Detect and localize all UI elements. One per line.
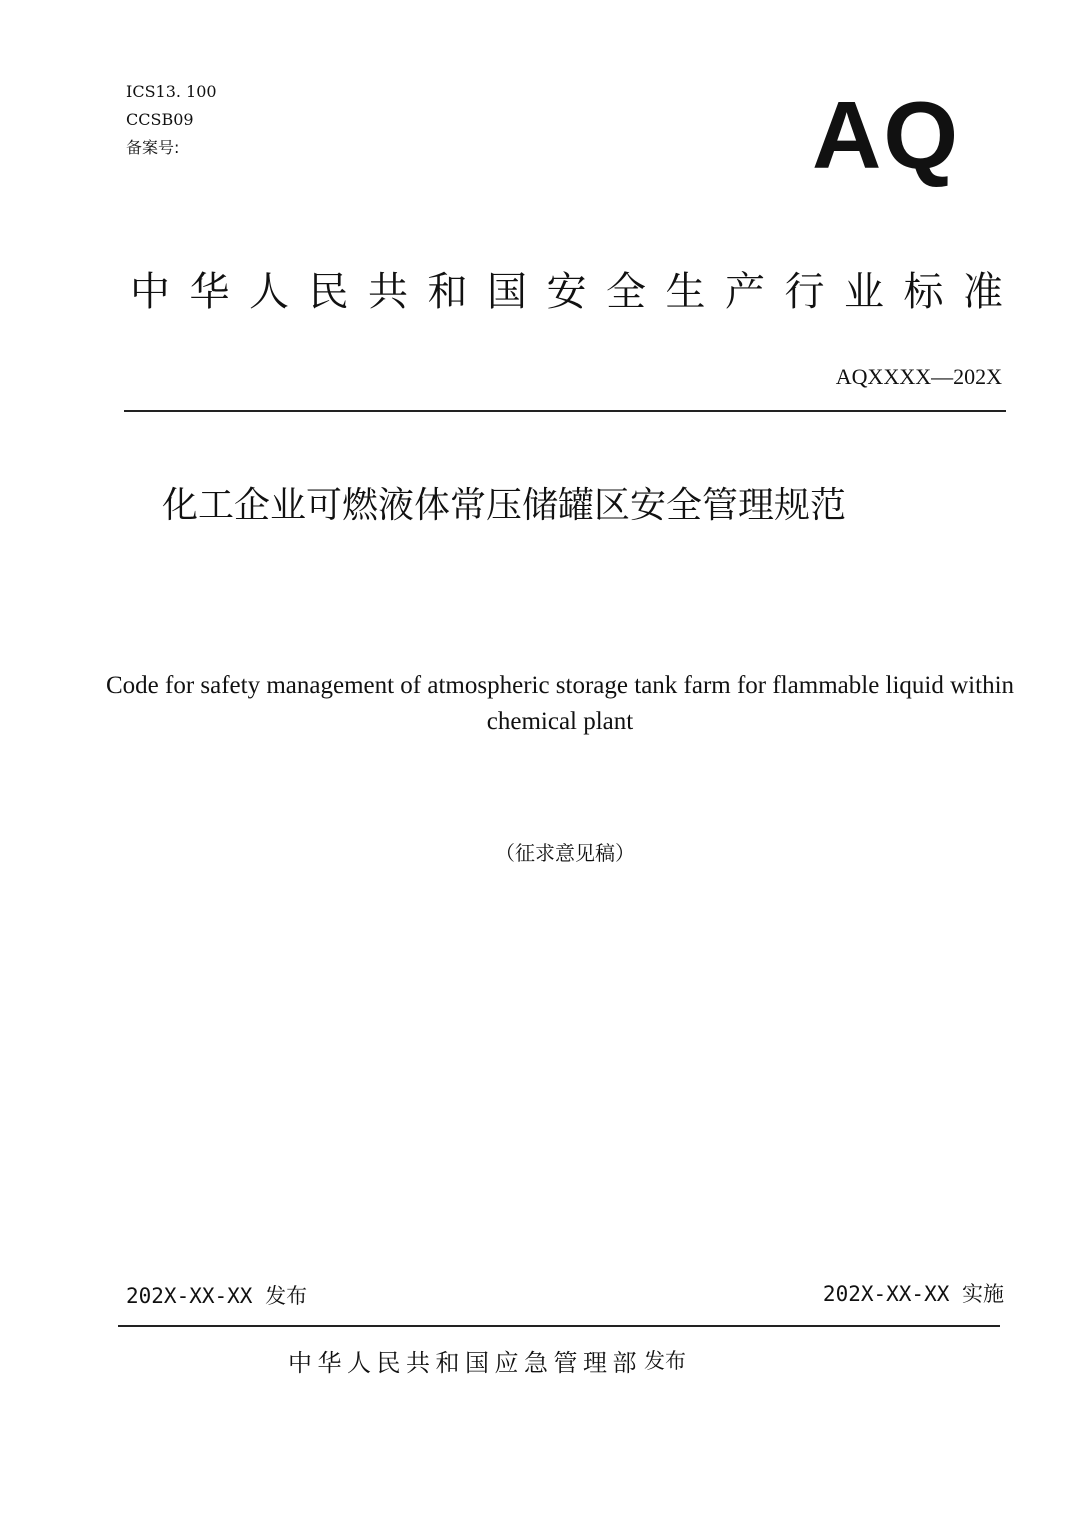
issue-date: 202X-XX-XX 发布 [126,1284,308,1308]
ics-code: ICS13. 100 [126,82,217,101]
standard-number: AQXXXX—202X [835,364,1002,389]
record-number-label: 备案号: [126,138,180,157]
publisher-name: 中华人民共和国应急管理部 [288,1349,642,1377]
aq-logo: AQ [812,82,960,189]
publisher-suffix: 发布 [644,1349,686,1373]
ccs-code: CCSB09 [126,110,194,129]
draft-status: （征求意见稿） [495,841,635,865]
document-title-chinese: 化工企业可燃液体常压储罐区安全管理规范 [162,485,847,526]
top-divider [124,410,1006,412]
publisher [288,1346,686,1381]
bottom-divider [118,1325,1000,1327]
document-title-english: Code for safety management of atmospheric storage tank farm for flammable liquid within chemical plant [105,672,1015,735]
implementation-date: 202X-XX-XX 实施 [822,1282,1004,1306]
standard-type-heading: 中华人民共和国安全生产行业标准 [130,269,1023,315]
